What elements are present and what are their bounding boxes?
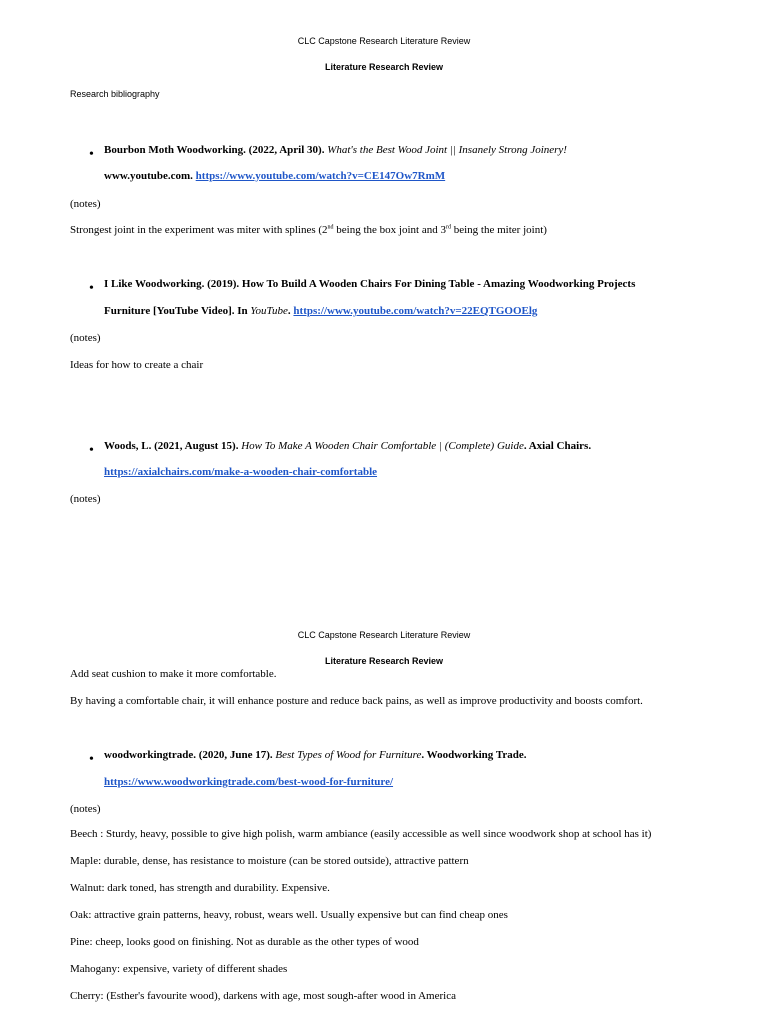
citation-authors: woodworkingtrade. (2020, June 17). [104,749,273,761]
wood-note-beech: Beech : Sturdy, heavy, possible to give high polish, warm ambiance (easily accessible as well since woodwork shop at school has it) [70,828,652,840]
citation-line [104,776,393,788]
citation-source: . Woodworking Trade. [421,749,527,761]
wood-note-pine: Pine: cheep, looks good on finishing. Not as durable as the other types of wood [70,936,419,948]
bullet-marker: • [89,443,94,458]
citation-link[interactable]: https://www.woodworkingtrade.com/best-wood-for-furniture/ [104,776,394,788]
citation-line [104,466,377,478]
note-text-part: being the miter joint) [450,224,547,236]
document-header-title: CLC Capstone Research Literature Review [297,36,471,46]
wood-note-maple: Maple: durable, dense, has resistance to moisture (can be stored outside), attractive pattern [70,855,469,867]
note-superscript: rd [445,224,451,231]
citation-line [104,144,567,156]
note-text: Ideas for how to create a chair [70,359,204,371]
section-title: Research bibliography [70,89,160,99]
note-text [70,224,547,236]
document-header-subtitle: Literature Research Review [324,62,444,72]
document-header-title: CLC Capstone Research Literature Review [297,630,471,640]
note-text: Add seat cushion to make it more comfortable. [70,668,277,680]
note-text-part: being the box joint and 3 [333,224,446,236]
bullet-marker: • [89,752,94,767]
citation-title: What's the Best Wood Joint || Insanely Strong Joinery! [327,144,567,156]
notes-label: (notes) [70,493,101,505]
citation-source-end: . [287,305,291,317]
bullet-marker: • [89,147,94,162]
citation-link[interactable]: https://www.youtube.com/watch?v=CE147Ow7RmM [195,170,446,182]
notes-label: (notes) [70,332,101,344]
citation-link[interactable]: https://axialchairs.com/make-a-wooden-chair-comfortable [104,466,378,478]
wood-note-oak: Oak: attractive grain patterns, heavy, robust, wears well. Usually expensive but can find cheap ones [70,909,508,921]
citation-title: Best Types of Wood for Furniture [275,749,422,761]
citation-line [104,749,527,761]
wood-note-cherry: Cherry: (Esther's favourite wood), darkens with age, most sough-after wood in America [70,990,456,1002]
citation-authors: Bourbon Moth Woodworking. (2022, April 30). [104,144,325,156]
notes-label: (notes) [70,803,101,815]
citation-line [104,170,445,182]
citation-title: How To Make A Wooden Chair Comfortable | (Complete) Guide [241,440,524,452]
citation-authors: Woods, L. (2021, August 15). [104,440,239,452]
note-superscript: nd [327,224,334,231]
citation-line [104,440,591,452]
citation-source: Furniture [YouTube Video]. In [104,305,251,317]
note-text: By having a comfortable chair, it will enhance posture and reduce back pains, as well as improve productivity and boosts comfort. [70,695,643,707]
citation-source: . Axial Chairs. [523,440,592,452]
citation-source: www.youtube.com. [104,170,193,182]
bullet-marker: • [89,281,94,296]
document-header-subtitle: Literature Research Review [324,656,444,666]
note-text-part: Strongest joint in the experiment was miter with splines (2 [70,224,328,236]
citation-line: I Like Woodworking. (2019). How To Build A Wooden Chairs For Dining Table - Amazing Woodworking Projects [104,278,636,290]
citation-source-italic: YouTube [250,305,288,317]
citation-link[interactable]: https://www.youtube.com/watch?v=22EQTGOOElg [293,305,538,317]
citation-line [104,305,537,317]
wood-note-walnut: Walnut: dark toned, has strength and durability. Expensive. [70,882,330,894]
notes-label: (notes) [70,198,101,210]
wood-note-mahogany: Mahogany: expensive, variety of different shades [70,963,288,975]
